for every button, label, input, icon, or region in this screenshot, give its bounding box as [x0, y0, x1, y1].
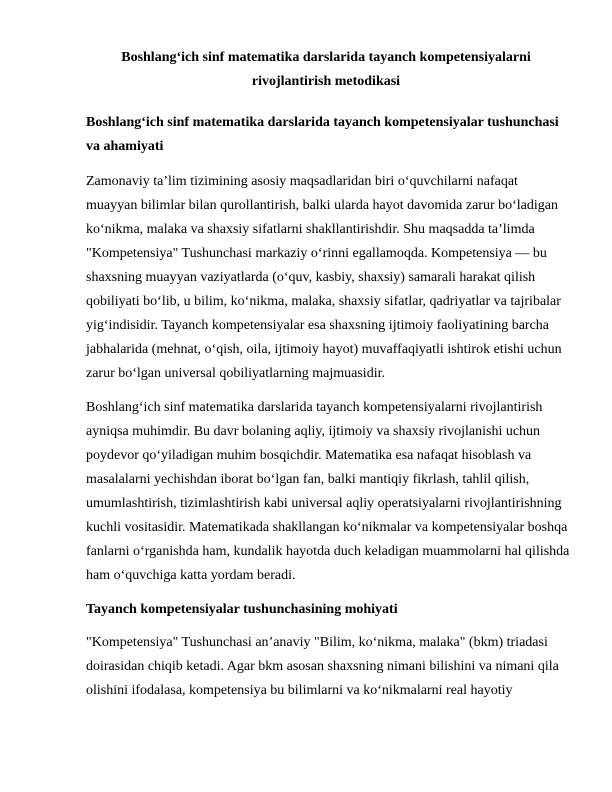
paragraph-line: muayyan bilimlar bilan qurollantirish, balki ularda hayot davomida zarur bo‘ladigan	[86, 198, 558, 213]
paragraph-line: jabhalarida (mehnat, o‘qish, oila, ijtimoiy hayot) muvaffaqiyatli ishtirok etishi uchun	[86, 342, 562, 357]
paragraph-line: olishini ifodalasa, kompetensiya bu bilimlarni va ko‘nikmalarni real hayotiy	[86, 683, 513, 698]
paragraph-line: zarur bo‘lgan universal qobiliyatlarning majmuasidir.	[86, 366, 385, 381]
paragraph-line: ayniqsa muhimdir. Bu davr bolaning aqliy, ijtimoiy va shaxsiy rivojlanishi uchun	[86, 424, 541, 439]
paragraph-line: Zamonaviy ta’lim tizimining asosiy maqsadlaridan biri o‘quvchilarni nafaqat	[86, 174, 518, 189]
paragraph-line: "Kompetensiya" Tushunchasi markaziy o‘rinni egallamoqda. Kompetensiya — bu	[86, 246, 547, 261]
paragraph-line: poydevor qo‘yiladigan muhim bosqichdir. Matematika esa nafaqat hisoblash va	[86, 448, 532, 463]
paragraph-2	[86, 396, 586, 588]
title-line: Boshlang‘ich sinf matematika darslarida tayanch kompetensiyalarni	[121, 50, 531, 65]
paragraph-3	[86, 631, 586, 703]
paragraph-line: kuchli vositasidir. Matematikada shakllangan ko‘nikmalar va kompetensiyalar boshqa	[86, 520, 568, 535]
paragraph-line: Boshlang‘ich sinf matematika darslarida tayanch kompetensiyalarni rivojlantirish	[86, 400, 543, 415]
paragraph-1	[86, 170, 586, 386]
title-line: rivojlantirish metodikasi	[251, 74, 401, 89]
heading-line: Boshlang‘ich sinf matematika darslarida tayanch kompetensiyalar tushunchasi	[86, 115, 559, 130]
paragraph-line: doirasidan chiqib ketadi. Agar bkm asosan shaxsning nimani bilishini va nimani qila	[86, 659, 559, 674]
paragraph-line: "Kompetensiya" Tushunchasi an’anaviy "Bilim, ko‘nikma, malaka" (bkm) triadasi	[86, 635, 548, 650]
paragraph-line: fanlarni o‘rganishda ham, kundalik hayotda duch keladigan muammolarni hal qilishda	[86, 544, 570, 559]
heading-line: Tayanch kompetensiyalar tushunchasining mohiyati	[86, 602, 398, 617]
paragraph-line: shaxsning muayyan vaziyatlarda (o‘quv, kasbiy, shaxsiy) samarali harakat qilish	[86, 270, 536, 285]
section-heading-tushuncha	[86, 111, 586, 159]
paragraph-line: yig‘indisidir. Tayanch kompetensiyalar esa shaxsning ijtimoiy faoliyatining barcha	[86, 318, 549, 333]
paragraph-line: ko‘nikma, malaka va shaxsiy sifatlarni shakllantirishdir. Shu maqsadda ta’limda	[86, 222, 535, 237]
section-heading-mohiyat	[86, 598, 586, 622]
paragraph-line: umumlashtirish, tizimlashtirish kabi universal aqliy operatsiyalarni rivojlantirishning	[86, 496, 562, 511]
paragraph-line: qobiliyati bo‘lib, u bilim, ko‘nikma, malaka, shaxsiy sifatlar, qadriyatlar va tajribalar	[86, 294, 561, 309]
paragraph-line: masalalarni yechishdan iborat bo‘lgan fan, balki mantiqiy fikrlash, tahlil qilish,	[86, 472, 530, 487]
document-title	[60, 46, 592, 94]
paragraph-line: ham o‘quvchiga katta yordam beradi.	[86, 568, 296, 583]
heading-line: va ahamiyati	[86, 139, 164, 154]
